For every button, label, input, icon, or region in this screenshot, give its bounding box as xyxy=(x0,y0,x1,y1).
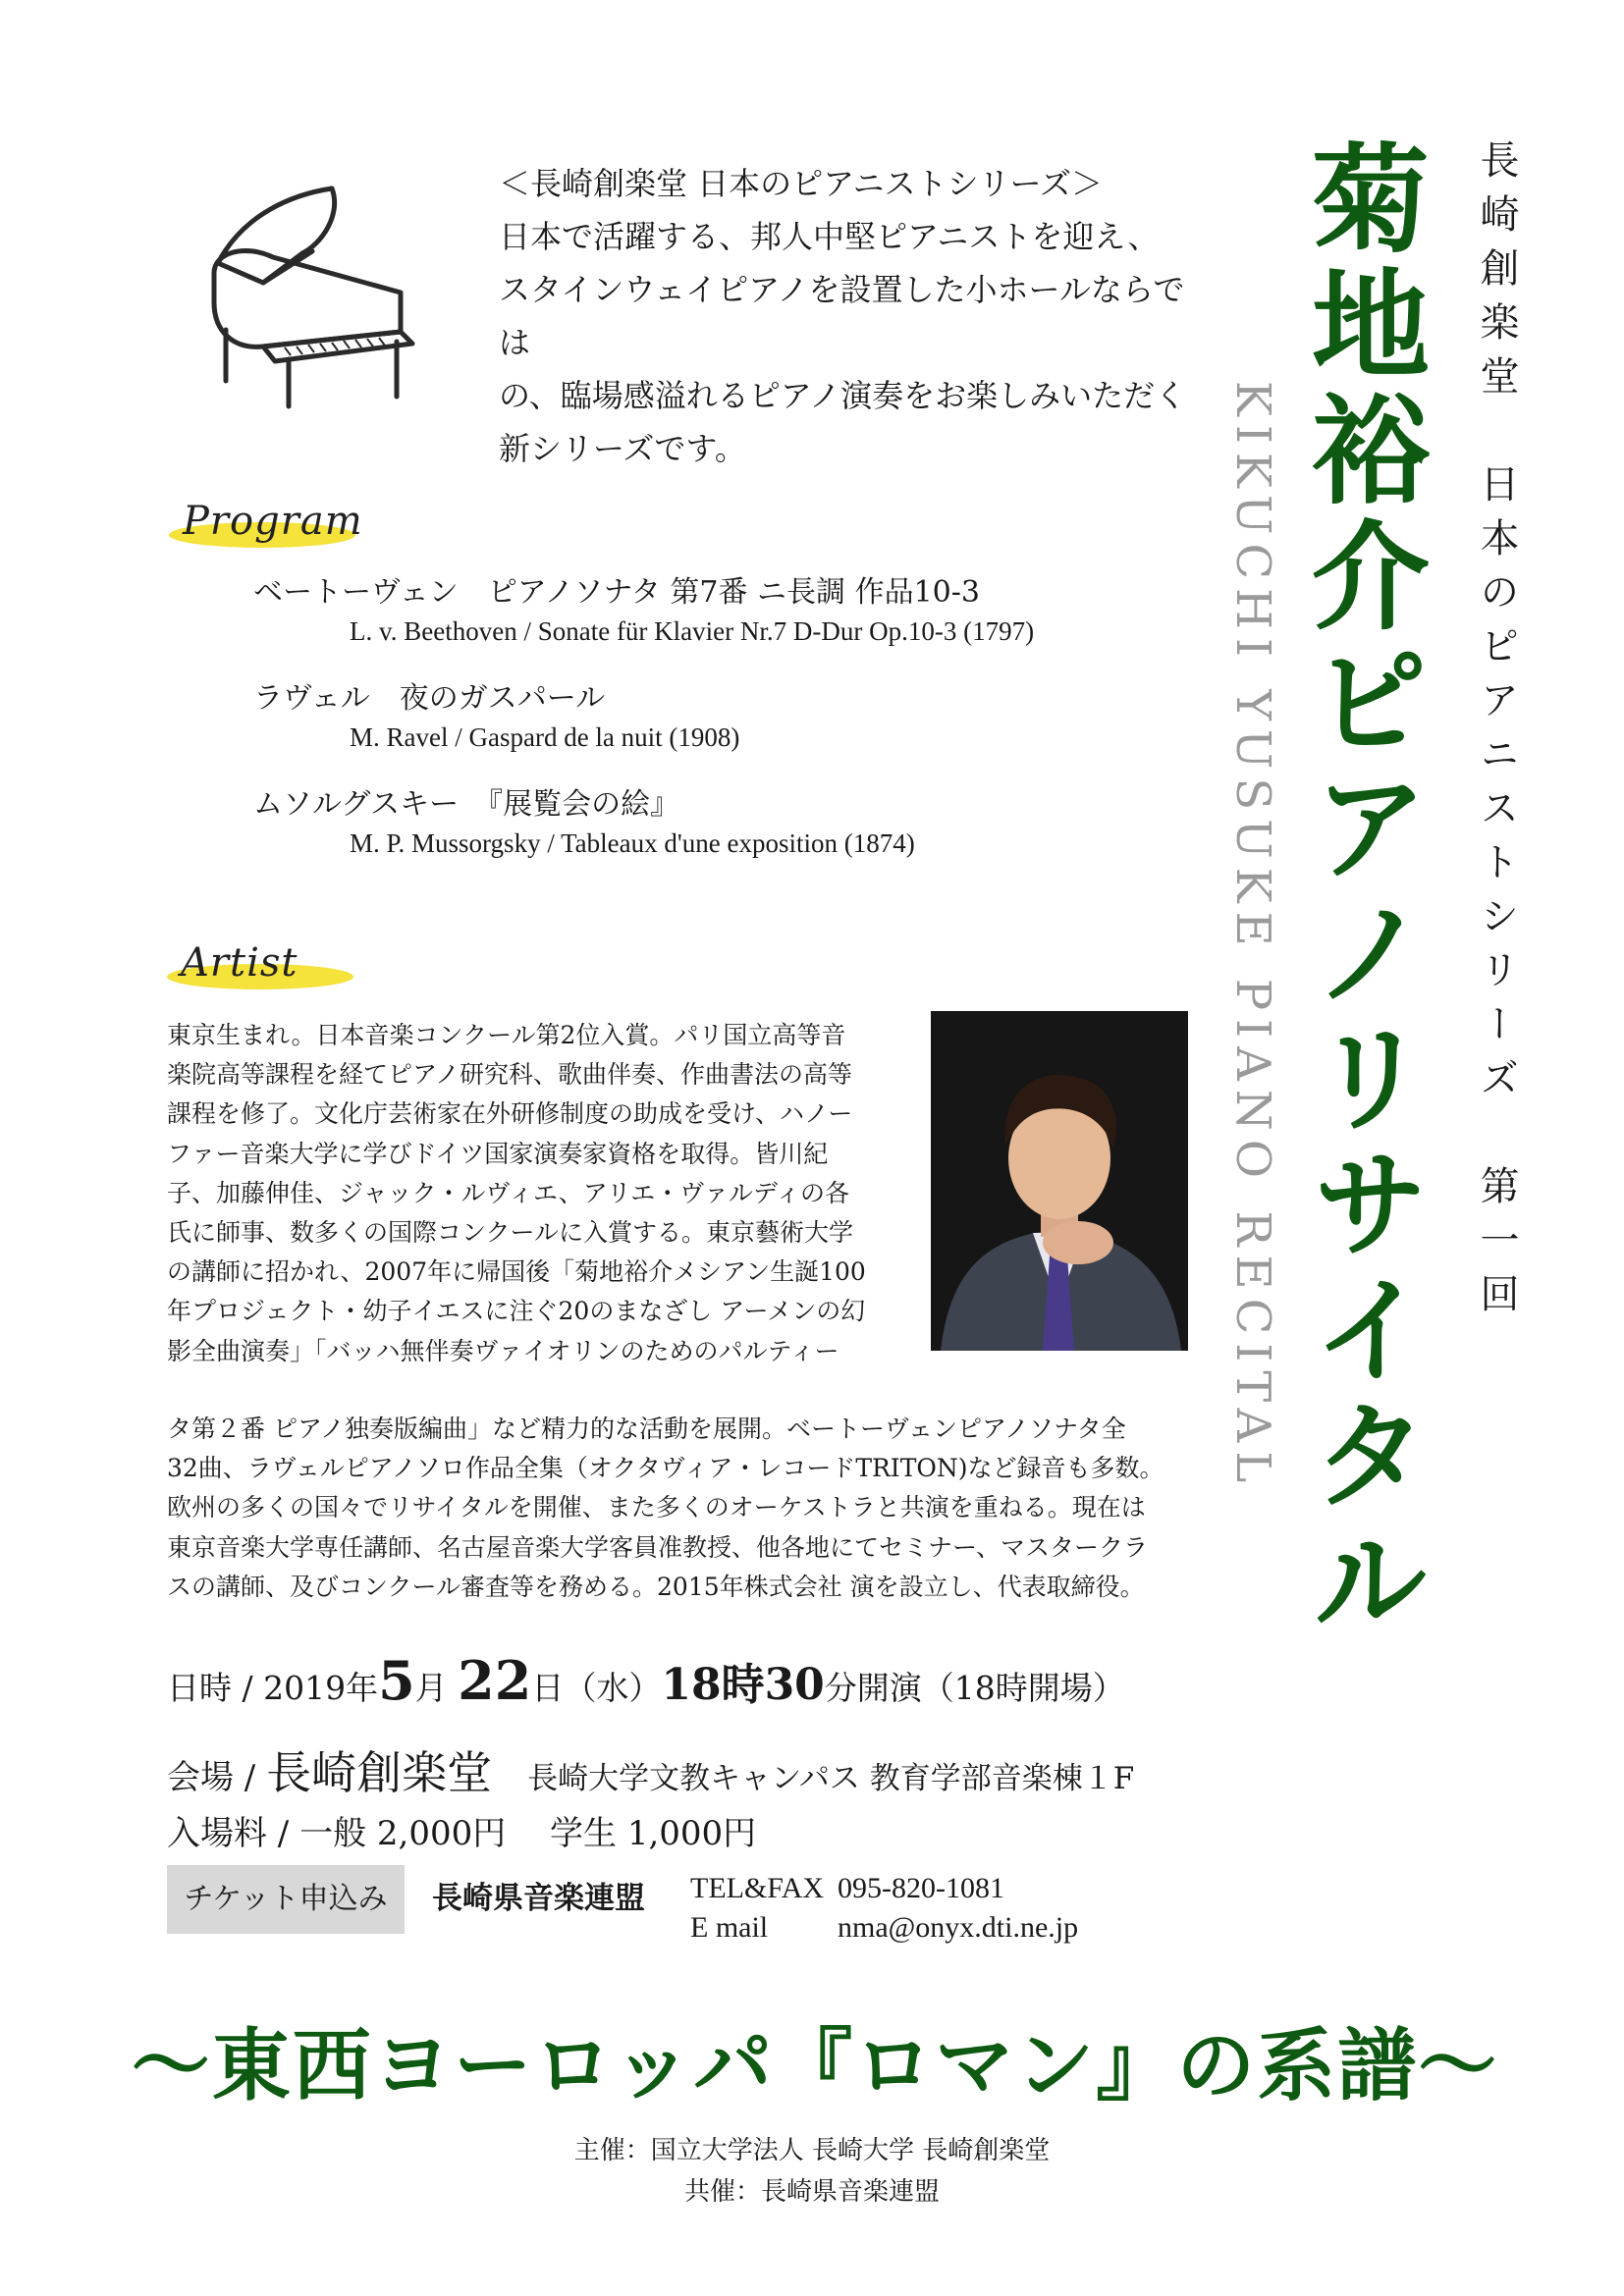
program-item xyxy=(253,679,1235,756)
date-label: 日時 / 2019年 xyxy=(167,1669,379,1707)
venue-label: 会場 / xyxy=(167,1758,267,1797)
series-description: 日本で活躍する、邦人中堅ピアニストを迎え、 スタインウェイピアノを設置した小ホールならでは の、臨場感溢れるピアノ演奏をお楽しみいただく 新シリーズです。 xyxy=(499,218,1187,467)
ticket-organization: 長崎県音楽連盟 xyxy=(432,1881,645,1916)
program-section-label xyxy=(169,489,365,548)
grand-piano-icon xyxy=(204,175,430,410)
event-month-unit: 月 xyxy=(414,1669,448,1707)
event-hour: 18 xyxy=(661,1660,722,1710)
artist-bio-part1: 東京生まれ。日本音楽コンクール第2位入賞。パリ国立高等音 楽院高等課程を経てピアノ研究科、歌曲伴奏、作曲書法の高等 課程を修了。文化庁芸術家在外研修制度の助成を受け、ハノー ファー音楽大学に学びドイツ国家演奏家資格を取得。皆川紀 子、加藤伸佳、ジャック・ルヴィエ、アリエ・ヴァルディの各 氏に師事、数多くの国際コンクールに入賞する。東京藝術大学 の講師に招かれ、2007年に帰国後「菊地裕介メシアン生誕100 年プロジェクト・幼子イエスに注ぐ20のまなざし アーメンの幻 影全曲演奏」「バッハ無伴奏ヴァイオリンのためのパルティー xyxy=(167,1021,866,1365)
program-label-text: Program xyxy=(183,499,363,544)
series-intro xyxy=(499,157,1206,475)
program-item xyxy=(253,785,1235,862)
vertical-recital-title: 菊地裕介ピアノリサイタル xyxy=(1292,137,1431,1645)
admission-fee: 入場料 / 一般 2,000円 学生 1,000円 xyxy=(167,1814,757,1853)
program-item-en: L. v. Beethoven / Sonate für Klavier Nr.7 D-Dur Op.10-3 (1797) xyxy=(350,616,1035,646)
event-minute-unit: 分開演（18時開場） xyxy=(824,1669,1125,1707)
email-address: nma@onyx.dti.ne.jp xyxy=(838,1911,1079,1944)
program-item-jp: ラヴェル 夜のガスパール xyxy=(253,681,606,716)
program-item xyxy=(253,573,1235,650)
event-month: 5 xyxy=(378,1649,415,1712)
artist-bio-part2: タ第２番 ピアノ独奏版編曲」など精力的な活動を展開。ベートーヴェンピアノソナタ全 32曲、ラヴェルピアノソロ作品全集（オクタヴィア・レコードTRITON)など録音も多数。 欧州の多くの国々でリサイタルを開催、また多くのオーケストラと共演を重ねる。現在は 東京音楽大学専任講師、名古屋音楽大学客員准教授、他各地にてセミナー、マスタークラ スの講師、及びコンクール審査等を務める。2015年株式会社 演を設立し、代表取締役。 xyxy=(167,1415,1164,1601)
program-item-jp: ベートーヴェン ピアノソナタ 第7番 ニ長調 作品10-3 xyxy=(253,575,980,610)
email-label: E mail xyxy=(690,1911,769,1944)
event-hour-unit: 時 xyxy=(721,1660,765,1710)
event-minute: 30 xyxy=(764,1660,825,1710)
venue-address: 長崎大学文教キャンパス 教育学部音楽棟１F xyxy=(527,1761,1135,1796)
organizer: 主催：国立大学法人 長崎大学 長崎創楽堂 xyxy=(573,2136,1051,2165)
program-item-jp: ムソルグスキー 『展覧会の絵』 xyxy=(253,787,680,822)
artist-section-label xyxy=(167,931,363,989)
venue-name: 長崎創楽堂 xyxy=(266,1746,493,1799)
program-item-en: M. Ravel / Gaspard de la nuit (1908) xyxy=(350,722,740,752)
footer xyxy=(0,2130,1624,2213)
ticket-label-box: チケット申込み xyxy=(167,1865,405,1934)
event-day: 22 xyxy=(458,1649,532,1712)
event-date xyxy=(167,1649,1125,1712)
series-heading: ＜長崎創楽堂 日本のピアニストシリーズ＞ xyxy=(499,165,1103,202)
ticket-contact xyxy=(690,1869,1078,1948)
tagline: ～東西ヨーロッパ『ロマン』の系譜～ xyxy=(131,2019,1499,2111)
co-organizer: 共催：長崎県音楽連盟 xyxy=(683,2177,940,2207)
artist-label-text: Artist xyxy=(181,940,298,986)
event-day-unit: 日（水） xyxy=(531,1669,662,1707)
tel-number: 095-820-1081 xyxy=(838,1872,1004,1904)
artist-photo xyxy=(931,1011,1188,1351)
program-item-en: M. P. Mussorgsky / Tableaux d'une exposition (1874) xyxy=(350,828,915,858)
vertical-english-title: KIKUCHI YUSUKE PIANO RECITAL xyxy=(1225,381,1280,1492)
vertical-series-title: 長崎創楽堂 日本のピアニストシリーズ 第一回 xyxy=(1474,139,1519,1327)
event-venue xyxy=(167,1737,1134,1802)
tel-label: TEL&FAX xyxy=(690,1872,825,1904)
